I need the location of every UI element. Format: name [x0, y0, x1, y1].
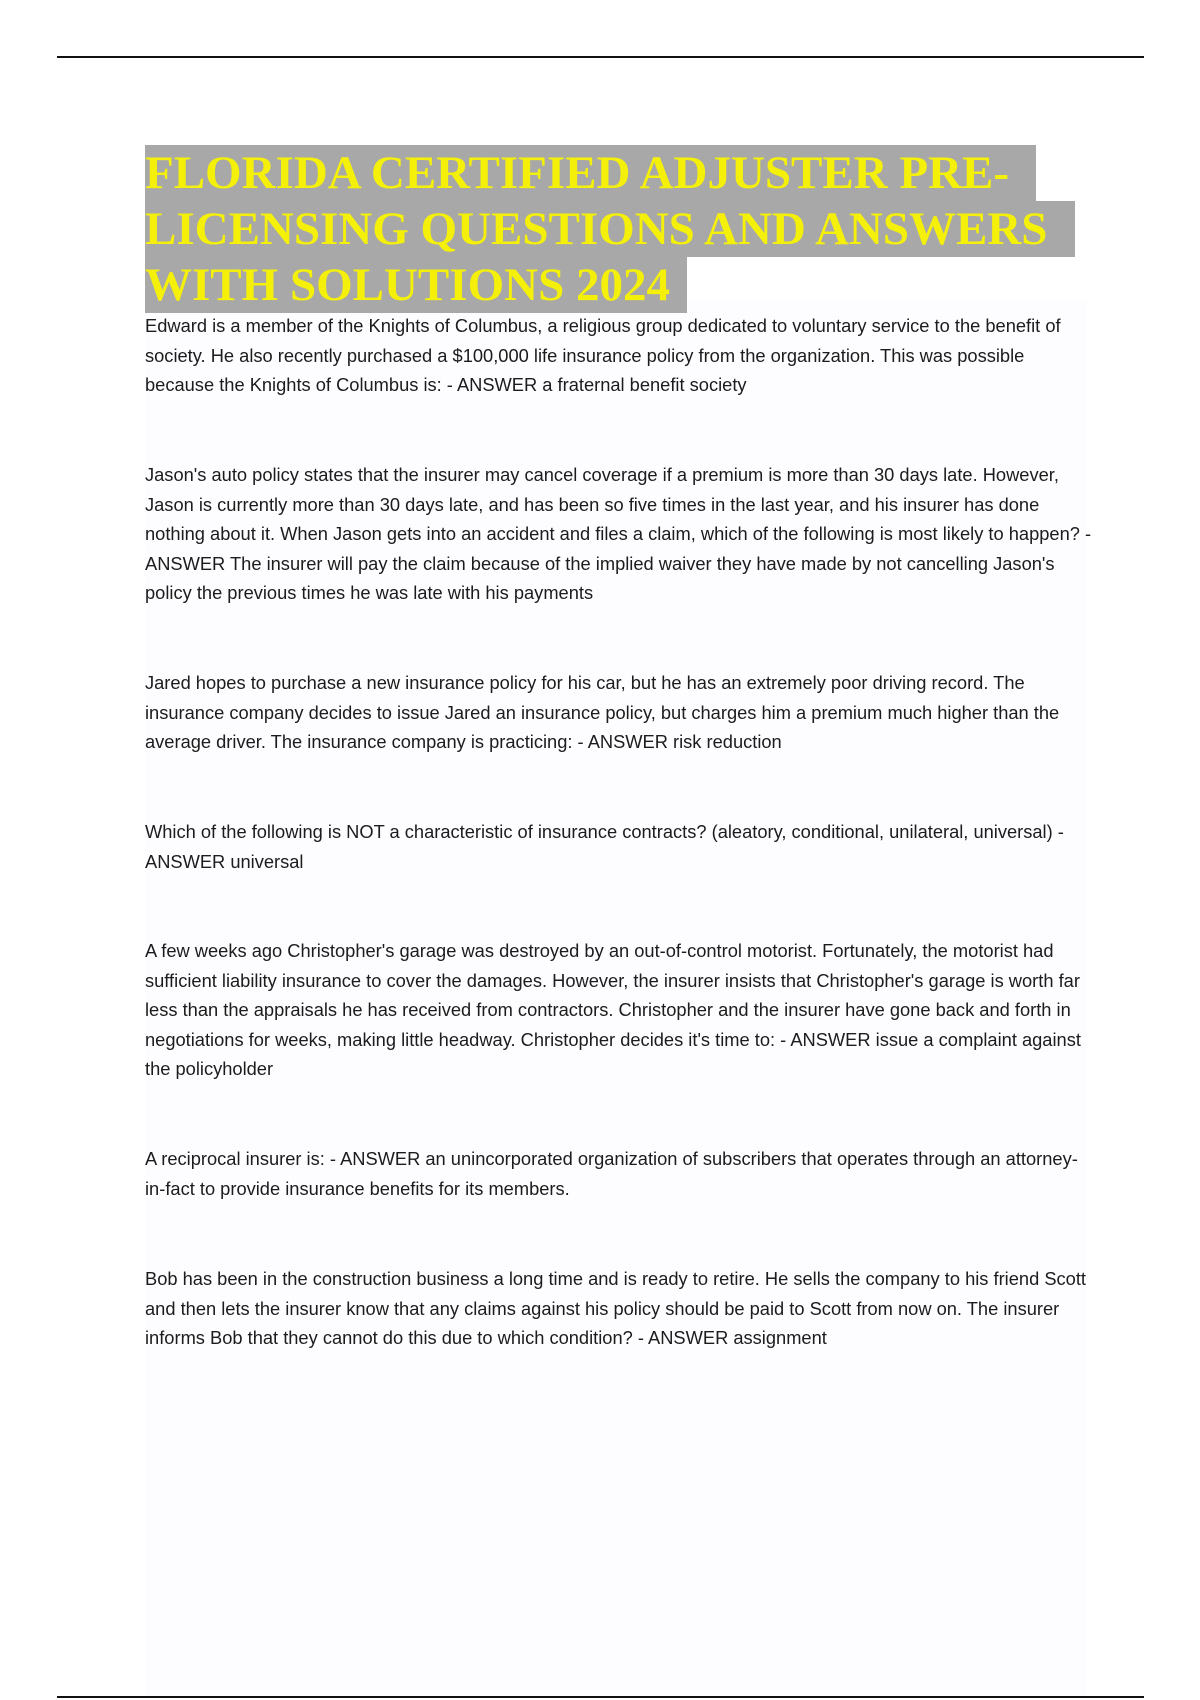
- title-line-1: FLORIDA CERTIFIED ADJUSTER PRE-: [145, 145, 1036, 201]
- title-line-3: WITH SOLUTIONS 2024: [145, 257, 687, 313]
- question-paragraph: Jared hopes to purchase a new insurance policy for his car, but he has an extremely poor driving record. The insurance company decides to issue Jared an insurance policy, but charges him a premium much higher than the average driver. The insurance company is practicing: - ANSWER risk reduction: [145, 672, 1060, 752]
- question-paragraph: A reciprocal insurer is: - ANSWER an unincorporated organization of subscribers that operates through an attorney-in-fact to provide insurance benefits for its members.: [145, 1148, 1078, 1199]
- question-paragraph: Edward is a member of the Knights of Columbus, a religious group dedicated to voluntary service to the benefit of society. He also recently purchased a $100,000 life insurance policy from the organization. This was possible because the Knights of Columbus is: - ANSWER a fraternal benefit society: [145, 315, 1061, 395]
- document-title: [145, 145, 1105, 313]
- question-paragraph: A few weeks ago Christopher's garage was destroyed by an out-of-control motorist. Fortunately, the motorist had sufficient liability insurance to cover the damages. However, the insurer insists that Christopher's garage is worth far less than the appraisals he has received from contractors. Christopher and the insurer have gone back and forth in negotiations for weeks, making little headway. Christopher decides it's time to: - ANSWER issue a complaint against the policyholder: [145, 940, 1081, 1079]
- question-paragraph: Bob has been in the construction business a long time and is ready to retire. He sells the company to his friend Scott and then lets the insurer know that any claims against his policy should be paid to Scott from now on. The insurer informs Bob that they cannot do this due to which condition? - ANSWER assignment: [145, 1268, 1086, 1348]
- bottom-rule: [57, 1696, 1144, 1698]
- question-paragraph: Jason's auto policy states that the insurer may cancel coverage if a premium is more than 30 days late. However, Jason is currently more than 30 days late, and has been so five times in the last year, and his insurer has done nothing about it. When Jason gets into an accident and files a claim, which of the following is most likely to happen? - ANSWER The insurer will pay the claim because of the implied waiver they have made by not cancelling Jason's policy the previous times he was late with his payments: [145, 464, 1092, 603]
- document: [145, 145, 1105, 313]
- top-rule: [57, 56, 1144, 58]
- title-line-2: LICENSING QUESTIONS AND ANSWERS: [145, 201, 1075, 257]
- question-paragraph: Which of the following is NOT a characteristic of insurance contracts? (aleatory, conditional, unilateral, universal) - ANSWER universal: [145, 821, 1064, 872]
